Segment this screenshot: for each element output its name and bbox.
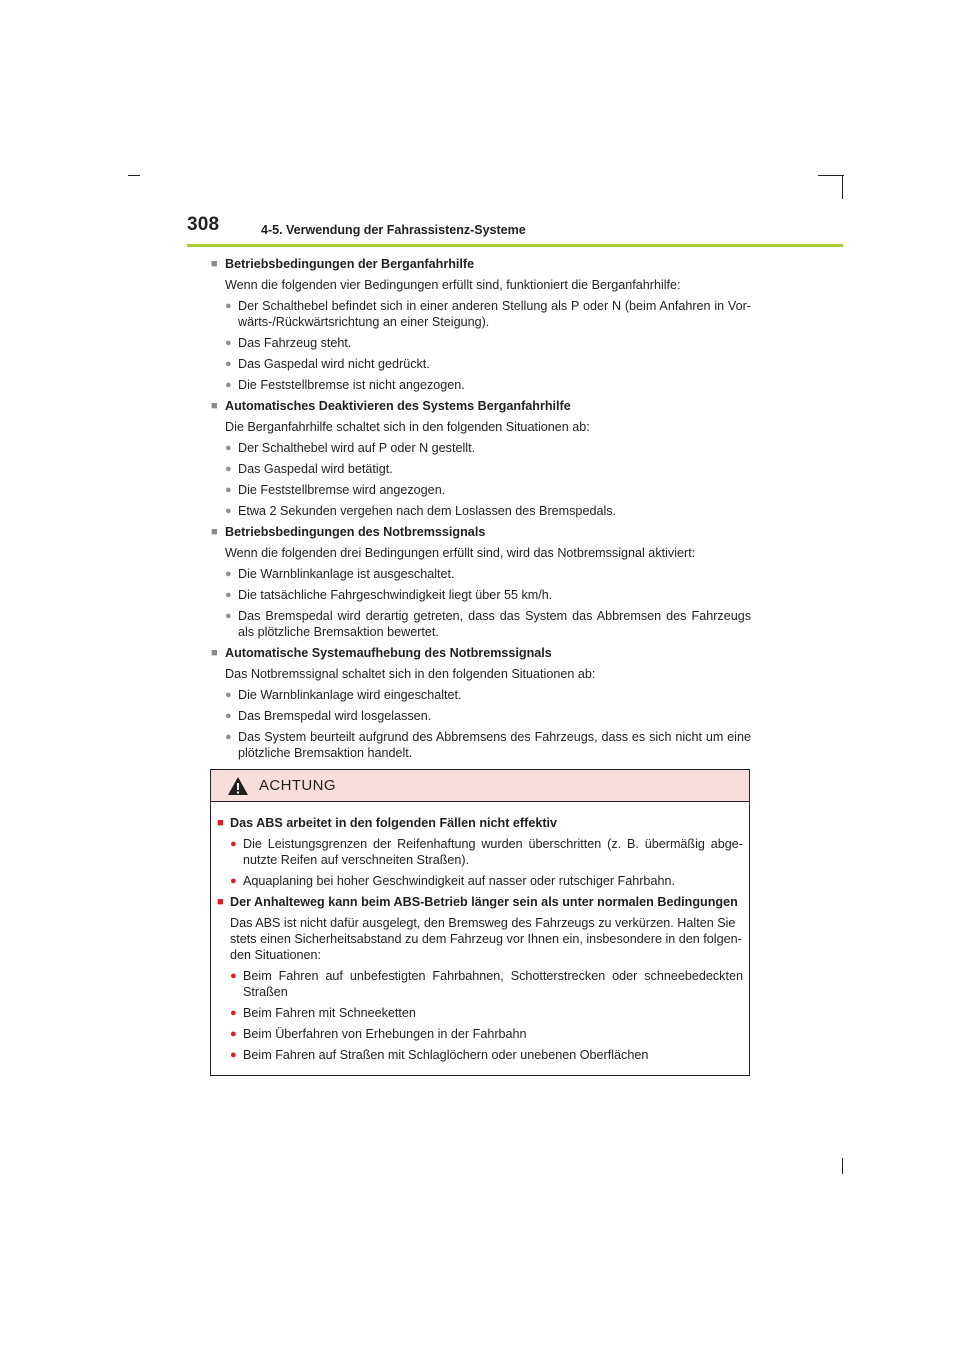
- section-berganfahrhilfe-conditions: [211, 256, 751, 393]
- bullet-icon: ●: [230, 1028, 237, 1040]
- page-header: [187, 214, 843, 248]
- section-heading: Automatische Systemaufhebung des Notbremssignals: [225, 646, 552, 660]
- warning-header: [211, 770, 749, 802]
- warning-box: [210, 769, 750, 1076]
- list-item: ● Das System beurteilt aufgrund des Abbremsens des Fahrzeugs, dass es sich nicht um eine plötzliche Bremsaktion handelt.: [225, 730, 751, 760]
- warning-title: ACHTUNG: [259, 777, 336, 794]
- crop-mark: [842, 1158, 843, 1174]
- square-bullet-icon: ■: [217, 896, 224, 908]
- warning-triangle-icon: [227, 776, 249, 796]
- list-item: ● Etwa 2 Sekunden vergehen nach dem Loslassen des Bremspedals.: [225, 504, 617, 518]
- bullet-icon: ●: [230, 1007, 237, 1019]
- bullet-icon: ●: [225, 589, 232, 601]
- square-bullet-icon: ■: [211, 258, 218, 270]
- section-notbremssignal-cancel: [211, 645, 751, 761]
- list-item: ● Die Feststellbremse wird angezogen.: [225, 483, 446, 497]
- list-item: ● Das Gaspedal wird nicht gedrückt.: [225, 357, 430, 371]
- warning-section-stopping-distance: [217, 894, 743, 1063]
- warning-section-heading: Das ABS arbeitet in den folgenden Fällen nicht effektiv: [230, 816, 558, 830]
- bullet-icon: ●: [225, 731, 232, 743]
- bullet-icon: ●: [225, 505, 232, 517]
- list-item: ● Das Bremspedal wird losgelassen.: [225, 709, 432, 723]
- bullet-icon: ●: [225, 689, 232, 701]
- square-bullet-icon: ■: [211, 647, 218, 659]
- bullet-icon: ●: [230, 970, 237, 982]
- list-item: ● Die Warnblinkanlage wird eingeschaltet.: [225, 688, 462, 702]
- bullet-icon: ●: [225, 610, 232, 622]
- section-intro: Wenn die folgenden drei Bedingungen erfüllt sind, wird das Notbremssignal aktiviert:: [225, 546, 696, 560]
- section-heading: Betriebsbedingungen der Berganfahrhilfe: [225, 257, 475, 271]
- warning-section-intro: Das ABS ist nicht dafür ausgelegt, den Bremsweg des Fahrzeugs zu verkürzen. Halten Sie stets einen Sicherheitsabstand zu dem Fahrzeug vor Ihnen ein, insbesondere in den folgen-den Situationen:: [230, 916, 742, 962]
- warning-list-item: ● Aquaplaning bei hoher Geschwindigkeit auf nasser oder rutschiger Fahrbahn.: [230, 874, 675, 888]
- square-bullet-icon: ■: [217, 817, 224, 829]
- bullet-icon: ●: [225, 463, 232, 475]
- warning-list-item: ● Beim Überfahren von Erhebungen in der Fahrbahn: [230, 1027, 527, 1041]
- crop-mark: [818, 175, 844, 176]
- warning-list-item: ● Die Leistungsgrenzen der Reifenhaftung wurden überschritten (z. B. übermäßig abge-nutzte Reifen auf verschneiten Straßen).: [230, 837, 743, 867]
- bullet-icon: ●: [225, 358, 232, 370]
- section-intro: Die Berganfahrhilfe schaltet sich in den folgenden Situationen ab:: [225, 420, 590, 434]
- crop-mark: [128, 175, 140, 176]
- list-item: ● Die Warnblinkanlage ist ausgeschaltet.: [225, 567, 455, 581]
- crop-mark: [842, 175, 843, 199]
- bullet-icon: ●: [225, 379, 232, 391]
- bullet-icon: ●: [225, 568, 232, 580]
- section-notbremssignal-conditions: [211, 524, 751, 640]
- list-item: ● Der Schalthebel wird auf P oder N gestellt.: [225, 441, 476, 455]
- bullet-icon: ●: [230, 875, 237, 887]
- list-item: ● Der Schalthebel befindet sich in einer anderen Stellung als P oder N (beim Anfahren in Vor-wärts-/Rückwärtsrichtung an einer Steigung).: [225, 299, 751, 329]
- bullet-icon: ●: [225, 710, 232, 722]
- bullet-icon: ●: [225, 442, 232, 454]
- warning-body: [211, 802, 749, 1063]
- warning-section-heading: Der Anhalteweg kann beim ABS-Betrieb länger sein als unter normalen Bedingungen: [230, 895, 738, 909]
- section-intro: Das Notbremssignal schaltet sich in den folgenden Situationen ab:: [225, 667, 596, 681]
- section-berganfahrhilfe-deactivation: [211, 398, 751, 519]
- bullet-icon: ●: [225, 484, 232, 496]
- bullet-icon: ●: [225, 300, 232, 312]
- list-item: ● Das Gaspedal wird betätigt.: [225, 462, 393, 476]
- section-heading: Betriebsbedingungen des Notbremssignals: [225, 525, 486, 539]
- list-item: ● Das Bremspedal wird derartig getreten, dass das System das Abbremsen des Fahrzeugs als plötzliche Bremsaktion bewertet.: [225, 609, 751, 639]
- list-item: ● Die tatsächliche Fahrgeschwindigkeit liegt über 55 km/h.: [225, 588, 553, 602]
- section-title: 4-5. Verwendung der Fahrassistenz-Systeme: [261, 223, 526, 237]
- square-bullet-icon: ■: [211, 400, 218, 412]
- list-item: ● Das Fahrzeug steht.: [225, 336, 352, 350]
- bullet-icon: ●: [230, 1049, 237, 1061]
- section-intro: Wenn die folgenden vier Bedingungen erfüllt sind, funktioniert die Berganfahrhilfe:: [225, 278, 681, 292]
- bullet-icon: ●: [230, 838, 237, 850]
- warning-section-abs-ineffective: [217, 815, 743, 889]
- main-content: [211, 256, 751, 766]
- bullet-icon: ●: [225, 337, 232, 349]
- warning-list-item: ● Beim Fahren auf unbefestigten Fahrbahnen, Schotterstrecken oder schneebedeckten Straßen: [230, 969, 743, 999]
- list-item: ● Die Feststellbremse ist nicht angezogen.: [225, 378, 465, 392]
- header-rule: [187, 244, 843, 247]
- warning-list-item: ● Beim Fahren auf Straßen mit Schlaglöchern oder unebenen Oberflächen: [230, 1048, 649, 1062]
- section-heading: Automatisches Deaktivieren des Systems Berganfahrhilfe: [225, 399, 571, 413]
- page-number: 308: [187, 214, 220, 235]
- square-bullet-icon: ■: [211, 526, 218, 538]
- warning-list-item: ● Beim Fahren mit Schneeketten: [230, 1006, 416, 1020]
